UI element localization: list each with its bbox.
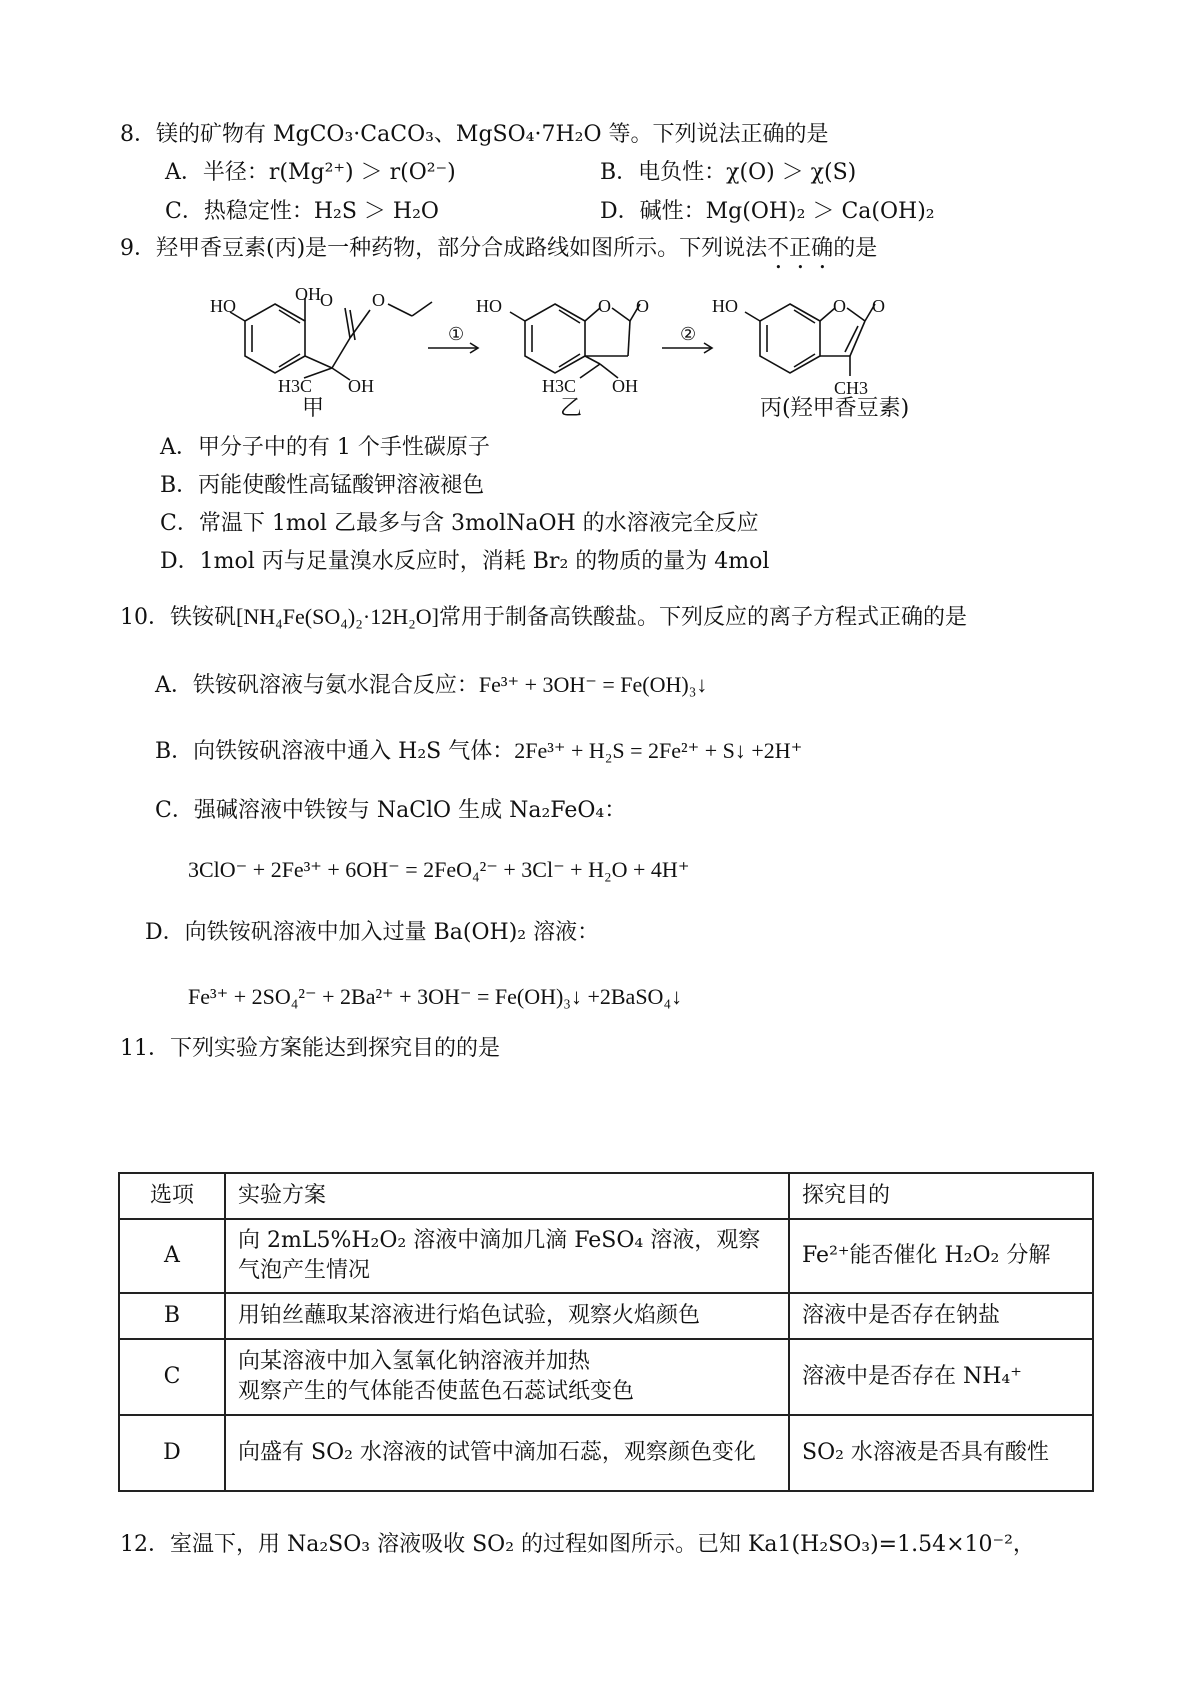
q11-stem: 11．下列实验方案能达到探究目的的是 xyxy=(120,1036,500,1061)
step-2-label: ② xyxy=(680,324,697,344)
row-plan: 向某溶液中加入氢氧化钠溶液并加热 观察产生的气体能否使蓝色石蕊试纸变色 xyxy=(225,1339,789,1415)
q9-option-a: A．甲分子中的有 1 个手性碳原子 xyxy=(160,435,490,460)
table-row xyxy=(119,1339,1093,1415)
q10-stem: 10．铁铵矾[NH₄Fe(SO₄)₂·12H₂O]常用于制备高铁酸盐。下列反应的离子方程式正确的是 xyxy=(120,604,967,630)
bing-benzene-ring xyxy=(760,304,820,373)
row-option: B xyxy=(119,1293,225,1339)
table-header-row xyxy=(119,1173,1093,1219)
row-plan: 向 2mL5%H₂O₂ 溶液中滴加几滴 FeSO₄ 溶液，观察气泡产生情况 xyxy=(225,1219,789,1293)
header-plan: 实验方案 xyxy=(225,1173,789,1219)
row-goal: 溶液中是否存在 NH₄⁺ xyxy=(789,1339,1093,1415)
q9-option-c: C．常温下 1mol 乙最多与含 3molNaOH 的水溶液完全反应 xyxy=(160,511,759,536)
q8-option-c: C．热稳定性：H₂S ＞ H₂O xyxy=(165,199,439,224)
jia-carbonyl-o: O xyxy=(320,290,333,310)
row-option: C xyxy=(119,1339,225,1415)
bing-ring-o: O xyxy=(833,296,846,316)
table-row xyxy=(119,1415,1093,1491)
row-goal: SO₂ 水溶液是否具有酸性 xyxy=(789,1415,1093,1491)
header-goal: 探究目的 xyxy=(789,1173,1093,1219)
q10-option-c: C．强碱溶液中铁铵与 NaClO 生成 Na₂FeO₄： xyxy=(155,798,627,823)
jia-oh-label: OH xyxy=(295,284,321,304)
q10-option-c-equation: 3ClO⁻ + 2Fe³⁺ + 6OH⁻ = 2FeO₄²⁻ + 3Cl⁻ + H₂O + 4H⁺ xyxy=(188,857,690,882)
q9-emphasis: 不正确 xyxy=(767,236,834,261)
q10-option-a: A．铁铵矾溶液与氨水混合反应：Fe³⁺ + 3OH⁻ = Fe(OH)₃↓ xyxy=(155,672,708,698)
experiment-table xyxy=(118,1172,1094,1492)
q10-option-b: B．向铁铵矾溶液中通入 H₂S 气体：2Fe³⁺ + H₂S = 2Fe²⁺ + S↓ +2H⁺ xyxy=(155,738,803,764)
bing-ho-label: HO xyxy=(712,296,738,316)
jia-benzene-ring xyxy=(245,304,305,373)
label-jia: 甲 xyxy=(302,396,325,421)
jia-oh2-label: OH xyxy=(348,376,374,396)
bing-ch3-label: CH3 xyxy=(834,378,869,398)
row-option: A xyxy=(119,1219,225,1293)
row-plan: 向盛有 SO₂ 水溶液的试管中滴加石蕊，观察颜色变化 xyxy=(225,1415,789,1491)
q8-stem: 8．镁的矿物有 MgCO₃·CaCO₃、MgSO₄·7H₂O 等。下列说法正确的是 xyxy=(120,122,829,147)
q8-option-a: A．半径：r(Mg²⁺) ＞ r(O²⁻) xyxy=(165,160,456,185)
q10-option-d-equation: Fe³⁺ + 2SO₄²⁻ + 2Ba²⁺ + 3OH⁻ = Fe(OH)₃↓ +2BaSO₄↓ xyxy=(188,984,683,1009)
header-option: 选项 xyxy=(119,1173,225,1219)
jia-ho-label: HO xyxy=(210,296,236,316)
q10-formula: [NH₄Fe(SO₄)₂·12H₂O] xyxy=(236,604,439,629)
yi-carbonyl-o: O xyxy=(636,296,649,316)
q12-stem: 12．室温下，用 Na₂SO₃ 溶液吸收 SO₂ 的过程如图所示。已知 Ka1(H₂SO₃)=1.54×10⁻²， xyxy=(120,1532,1035,1557)
table-row xyxy=(119,1293,1093,1339)
q8-option-b: B．电负性：χ(O) ＞ χ(S) xyxy=(600,160,857,185)
q10-option-d: D．向铁铵矾溶液中加入过量 Ba(OH)₂ 溶液： xyxy=(145,920,600,945)
label-yi: 乙 xyxy=(560,396,583,421)
jia-h3c-label: H3C xyxy=(278,376,313,396)
q9-option-b: B．丙能使酸性高锰酸钾溶液褪色 xyxy=(160,473,485,498)
synthesis-route-diagram xyxy=(200,284,1000,456)
row-goal: 溶液中是否存在钠盐 xyxy=(789,1293,1093,1339)
q9-option-d: D．1mol 丙与足量溴水反应时，消耗 Br₂ 的物质的量为 4mol xyxy=(160,549,770,574)
yi-h3c-label: H3C xyxy=(542,376,577,396)
row-goal: Fe²⁺能否催化 H₂O₂ 分解 xyxy=(789,1219,1093,1293)
row-option: D xyxy=(119,1415,225,1491)
label-bing: 丙(羟甲香豆素) xyxy=(760,396,910,421)
bing-carbonyl-o: O xyxy=(872,296,885,316)
yi-benzene-ring xyxy=(525,304,585,373)
q9-stem: 9．羟甲香豆素(丙)是一种药物，部分合成路线如图所示。下列说法不正确的是 xyxy=(120,236,878,261)
table-row xyxy=(119,1219,1093,1293)
yi-ring-o: O xyxy=(598,296,611,316)
jia-ester-o: O xyxy=(372,290,385,310)
yi-ho-label: HO xyxy=(476,296,502,316)
q8-option-d: D．碱性：Mg(OH)₂ ＞ Ca(OH)₂ xyxy=(600,199,935,224)
row-plan: 用铂丝蘸取某溶液进行焰色试验，观察火焰颜色 xyxy=(225,1293,789,1339)
step-1-label: ① xyxy=(448,324,465,344)
yi-oh-label: OH xyxy=(612,376,638,396)
